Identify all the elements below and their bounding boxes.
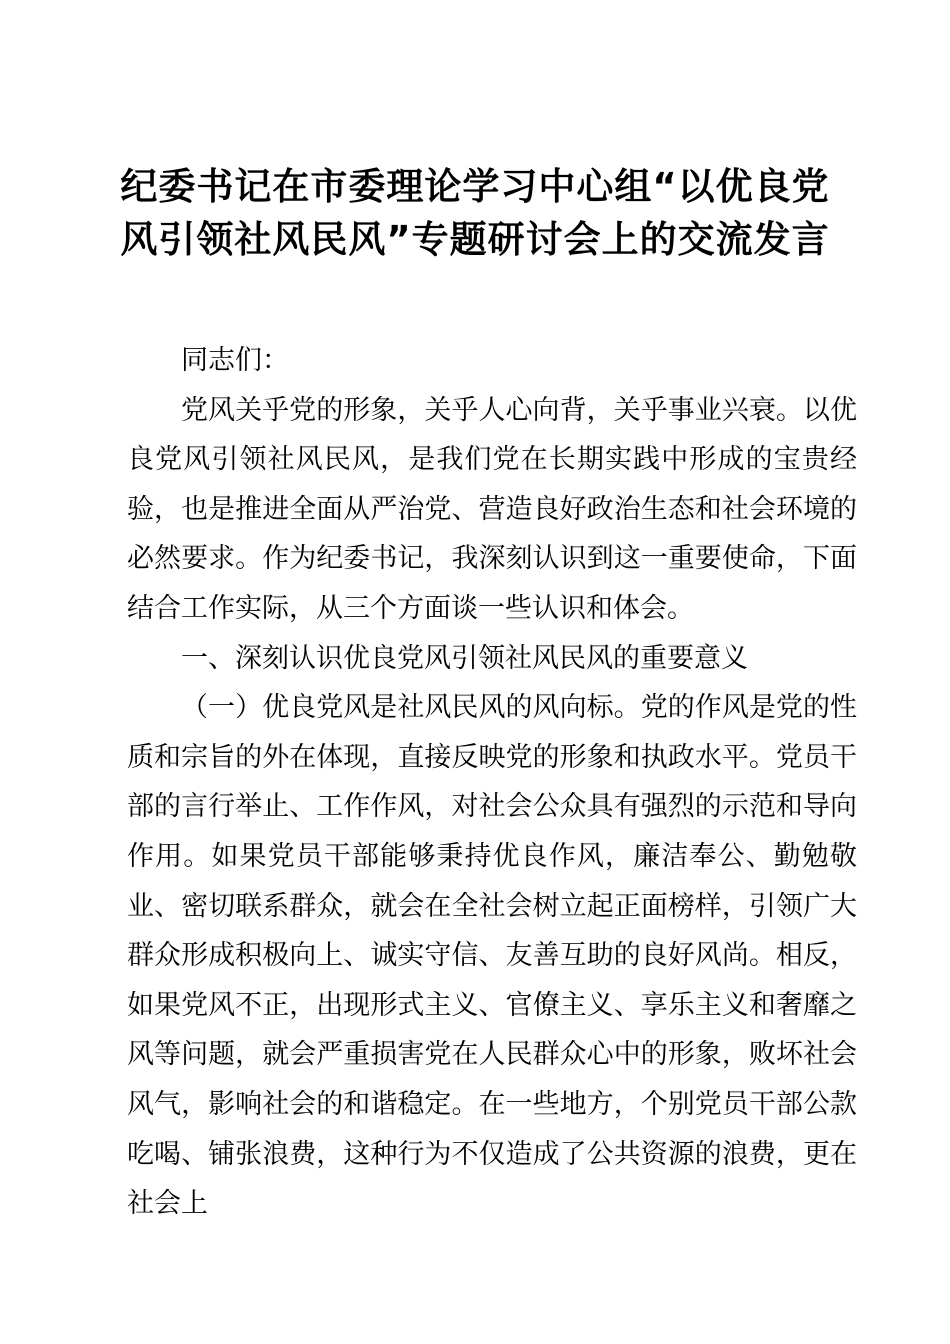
salutation: 同志们：	[181, 345, 289, 376]
paragraph-subsection-1: （一）优良党风是社风民风的风向标。党的作风是党的性质和宗旨的外在体现，直接反映党的形象和执政水平。党员干部的言行举止、工作作风，对社会公众具有强烈的示范和导向作用。如果党员干部能够秉持优良作风，廉洁奉公、勤勉敬业、密切联系群众，就会在全社会树立起正面榜样，引领广大群众形成积极向上、诚实守信、友善互助的良好风尚。相反，如果党风不正，出现形式主义、官僚主义、享乐主义和奢靡之风等问题，就会严重损害党在人民群众心中的形象，败坏社会风气，影响社会的和谐稳定。在一些地方，个别党员干部公款吃喝、铺张浪费，这种行为不仅造成了公共资源的浪费，更在社会上	[127, 692, 857, 1220]
section-heading-1: 一、深刻认识优良党风引领社风民风的重要意义	[181, 642, 748, 674]
document-title: 纪委书记在市委理论学习中心组“以优良党风引领社风民风”专题研讨会上的交流发言	[120, 165, 830, 261]
paragraph-intro: 党风关乎党的形象，关乎人心向背，关乎事业兴衰。以优良党风引领社风民风，是我们党在长期实践中形成的宝贵经验，也是推进全面从严治党、营造良好政治生态和社会环境的必然要求。作为纪委书记，我深刻认识到这一重要使命，下面结合工作实际，从三个方面谈一些认识和体会。	[127, 394, 857, 624]
document-body	[127, 336, 857, 1229]
